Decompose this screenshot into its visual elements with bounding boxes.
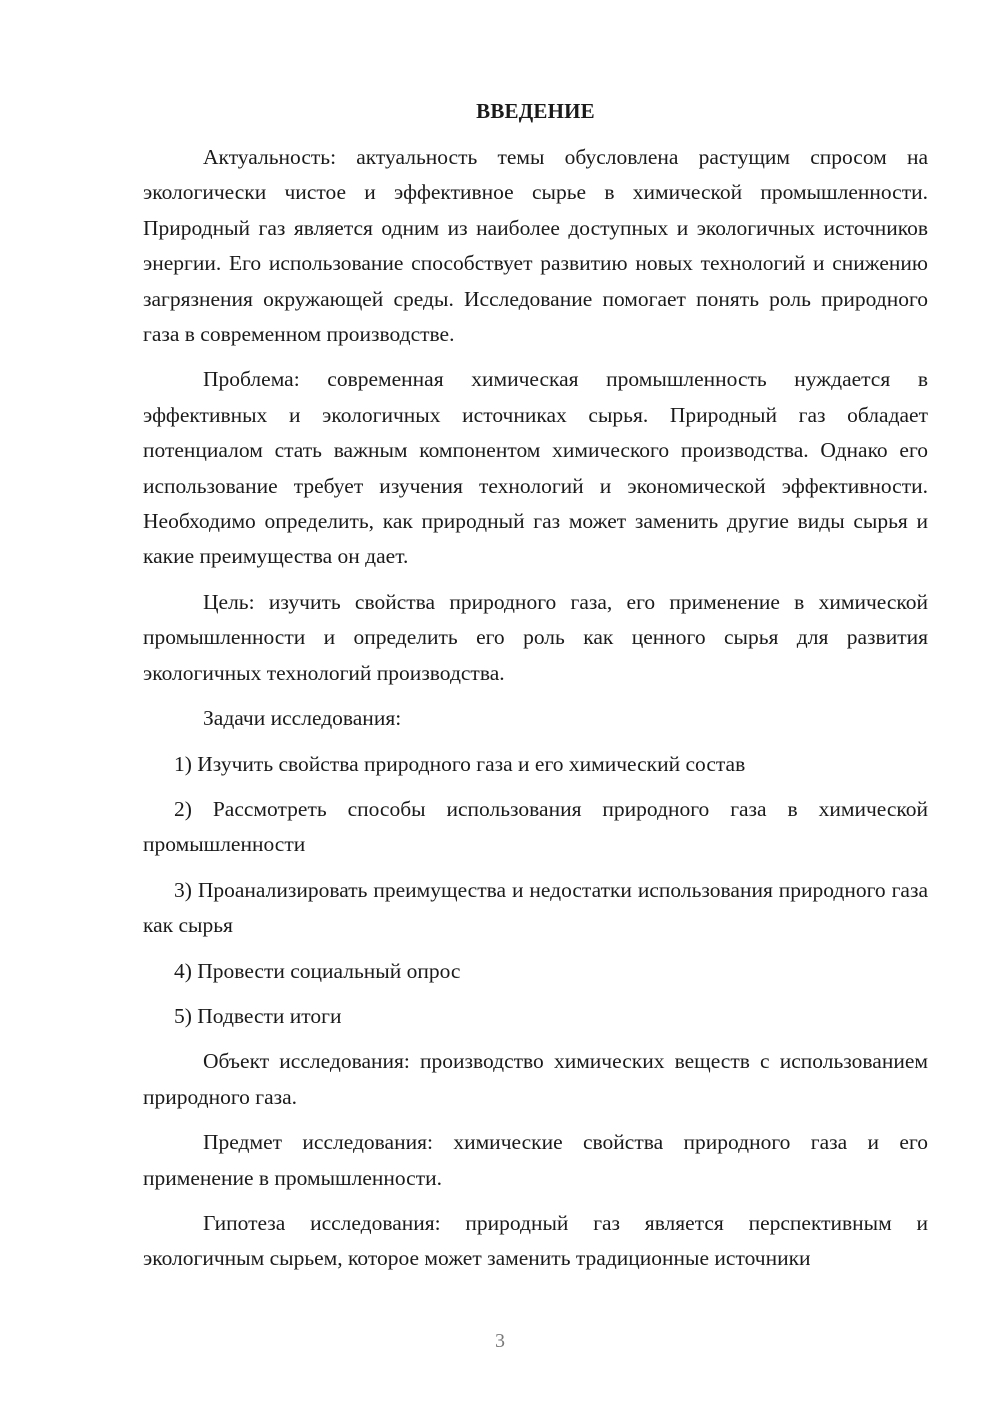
tasks-heading: Задачи исследования: xyxy=(203,706,402,731)
task-item: 1) Изучить свойства природного газа и его химический состав xyxy=(174,751,746,776)
paragraph-hypothesis: Гипотеза исследования: природный газ является перспективным и экологичным сырьем, которое может заменить традиционные источники xyxy=(143,1210,928,1271)
page-number: 3 xyxy=(495,1330,505,1352)
paragraph-object: Объект исследования: производство химических веществ с использованием природного газа. xyxy=(143,1049,928,1109)
page-content xyxy=(143,94,928,1287)
paragraph-problem: Проблема: современная химическая промышленность нуждается в эффективных и экологичных источниках сырья. Природный газ обладает потенциалом стать важным компонентом химического производства. Однако его использование требует изучения технологий и экономической эффективности. Необходимо определить, как природный газ может заменить другие виды сырья и какие преимущества он дает. xyxy=(143,367,928,569)
page-title: ВВЕДЕНИЕ xyxy=(476,99,595,123)
task-item: 4) Провести социальный опрос xyxy=(174,958,461,983)
task-item: 5) Подвести итоги xyxy=(174,1003,342,1028)
paragraph-relevance: Актуальность: актуальность темы обусловлена растущим спросом на экологически чистое и эффективное сырье в химической промышленности. Природный газ является одним из наиболее доступных и экологичных источников энергии. Его использование способствует развитию новых технологий и снижению загрязнения окружающей среды. Исследование помогает понять роль природного газа в современном производстве. xyxy=(143,145,928,347)
task-item: 3) Проанализировать преимущества и недостатки использования природного газа как сырья xyxy=(143,877,928,938)
task-item: 2) Рассмотреть способы использования природного газа в химической промышленности xyxy=(143,796,928,857)
paragraph-goal: Цель: изучить свойства природного газа, его применение в химической промышленности и определить его роль как ценного сырья для развития экологичных технологий производства. xyxy=(143,589,928,685)
paragraph-subject: Предмет исследования: химические свойства природного газа и его применение в промышленности. xyxy=(143,1130,928,1190)
